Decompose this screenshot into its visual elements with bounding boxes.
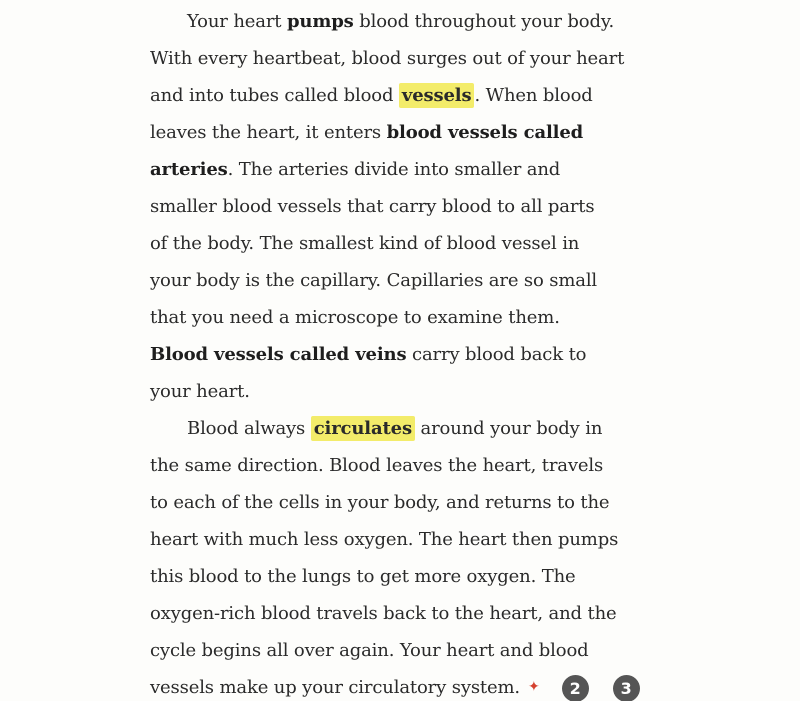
text-line — [150, 299, 710, 336]
text-run: cycle begins all over again. Your heart and blood — [150, 640, 589, 661]
text-line — [150, 521, 710, 558]
paragraph-2 — [150, 410, 710, 701]
standard-badge-2: 2 — [562, 675, 589, 701]
text-run: leaves the heart, it enters — [150, 122, 387, 143]
text-line — [150, 484, 710, 521]
text-line — [150, 336, 710, 373]
text-line — [150, 77, 710, 114]
paragraph-1 — [150, 3, 710, 410]
text-run: . The arteries divide into smaller and — [227, 159, 561, 180]
text-line — [150, 40, 710, 77]
text-line — [150, 188, 710, 225]
diamond-end-icon: ✦ — [528, 679, 540, 695]
text-run: the same direction. Blood leaves the heart, travels — [150, 455, 604, 476]
text-run: With every heartbeat, blood surges out of your heart — [150, 48, 625, 69]
text-run: blood throughout your body. — [353, 11, 615, 32]
highlighted-term: vessels — [399, 83, 475, 108]
text-line — [150, 225, 710, 262]
text-run: to each of the cells in your body, and returns to the — [150, 492, 610, 513]
text-run: that you need a microscope to examine them. — [150, 307, 560, 328]
bold-term: arteries — [150, 159, 228, 180]
bold-term: blood vessels called — [386, 122, 584, 143]
text-run: of the body. The smallest kind of blood vessel in — [150, 233, 580, 254]
text-block — [150, 3, 710, 701]
standard-badge-3: 3 — [613, 675, 640, 701]
text-run: vessels make up your circulatory system. — [150, 677, 520, 698]
text-run: oxygen-rich blood travels back to the heart, and the — [150, 603, 617, 624]
text-run: . When blood — [474, 85, 593, 106]
text-run: smaller blood vessels that carry blood to all parts — [150, 196, 595, 217]
text-line — [150, 262, 710, 299]
text-run: this blood to the lungs to get more oxygen. The — [150, 566, 576, 587]
text-line — [150, 558, 710, 595]
text-run: heart with much less oxygen. The heart then pumps — [150, 529, 619, 550]
text-line — [150, 595, 710, 632]
text-line — [150, 447, 710, 484]
text-run: and into tubes called blood — [150, 85, 399, 106]
text-line — [150, 410, 710, 447]
bold-term: Blood vessels called veins — [150, 344, 407, 365]
bold-term: pumps — [286, 11, 354, 32]
text-line — [150, 151, 710, 188]
text-line — [150, 3, 710, 40]
text-line — [150, 373, 710, 410]
text-run: your body is the capillary. Capillaries are so small — [150, 270, 598, 291]
text-line — [150, 114, 710, 151]
highlighted-term: circulates — [311, 416, 415, 441]
text-run: around your body in — [414, 418, 603, 439]
text-run: carry blood back to — [406, 344, 587, 365]
text-run: Blood always — [187, 418, 311, 439]
text-line — [150, 669, 710, 701]
text-run: your heart. — [150, 381, 250, 402]
text-run: Your heart — [187, 11, 287, 32]
text-line — [150, 632, 710, 669]
